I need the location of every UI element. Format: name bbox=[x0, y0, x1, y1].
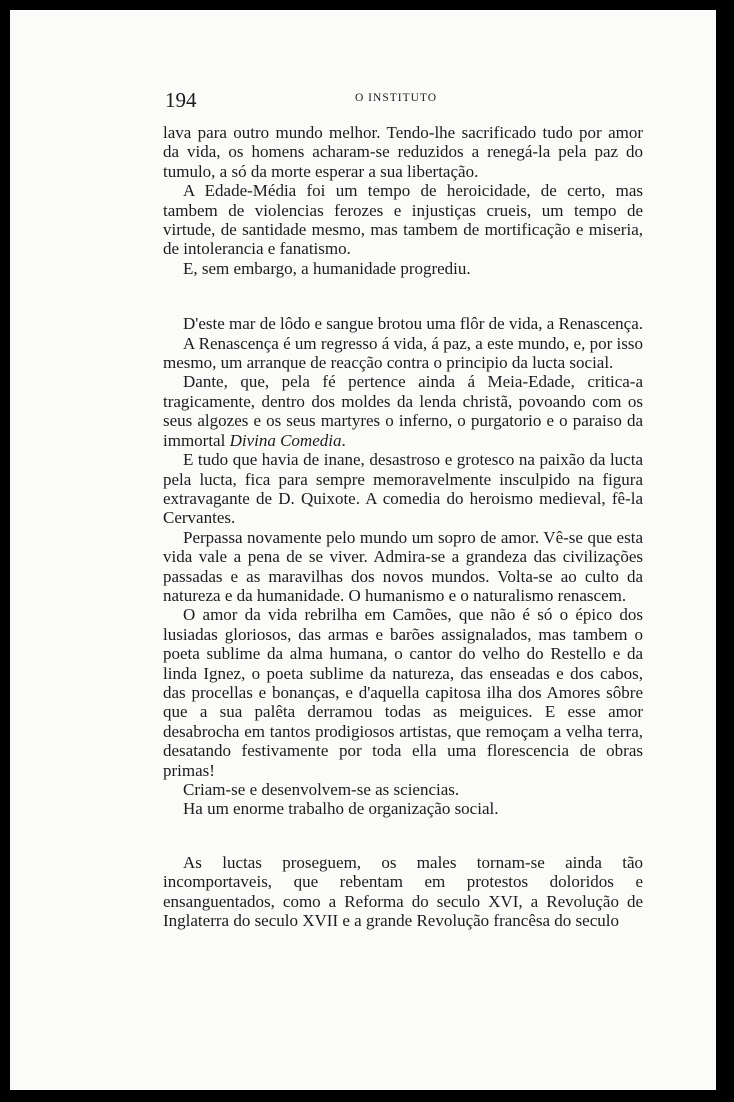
dante-text: Dante, que, pela fé pertence ainda á Meia-Edade, critica-a tragicamente, dentro dos moldes da lenda christã, povoando com os seus algozes e os seus martyres o inferno, o purgatorio e o paraiso da immortal bbox=[163, 372, 643, 450]
paragraph: E, sem embargo, a humanidade progrediu. bbox=[183, 258, 471, 278]
paragraph: O amor da vida rebrilha em Camões, que não é só o épico dos lusiadas gloriosos, das armas e barões assignalados, mas tambem o poeta sublime da alma humana, o cantor do velho do Restello e da linda Ignez, o poeta sublime da natureza, das enseadas e dos cabos, das procellas e bonanças, e d'aquella capitosa ilha dos Amores sôbre que a sua palêta derramou todas as meiguices. E esse amor desabrocha em tantos prodigiosos artistas, que remoçam a velha terra, desatando festivamente por toda ella uma florescencia de obras primas! bbox=[163, 605, 643, 780]
paragraph: As luctas proseguem, os males tornam-se ainda tão incomportaveis, que rebentam em protestos doloridos e ensanguentados, como a Reforma do seculo XVI, a Revolução de Inglaterra do seculo XVII e a grande Revolução francêsa do seculo bbox=[163, 852, 643, 931]
body-text bbox=[163, 123, 643, 930]
paragraph: E tudo que havia de inane, desastroso e grotesco na paixão da lucta pela lucta, fica para sempre memoravelmente insculpido na figura extravagante de D. Quixote. A comedia do heroismo medieval, fê-la Cervantes. bbox=[163, 450, 643, 528]
paragraph: Criam-se e desenvolvem-se as sciencias. bbox=[183, 780, 460, 799]
paragraph: Perpassa novamente pelo mundo um sopro de amor. Vê-se que esta vida vale a pena de se viver. Admira-se a grandeza das civilizações passadas e as maravilhas dos novos mundos. Volta-se ao culto da natureza e da humanidade. O humanismo e o naturalismo renascem. bbox=[163, 527, 643, 605]
paragraph: A Renascença é um regresso á vida, á paz, a este mundo, e, por isso mesmo, um arranque de reacção contra o principio da lucta social. bbox=[163, 333, 643, 373]
dante-end: . bbox=[341, 430, 346, 450]
running-header: O INSTITUTO bbox=[355, 92, 438, 104]
paragraph: Ha um enorme trabalho de organização social. bbox=[183, 799, 499, 819]
section-break bbox=[163, 819, 643, 853]
section-break bbox=[163, 278, 643, 314]
paragraph-dante bbox=[163, 372, 643, 450]
dante-work-title: Divina Comedia bbox=[229, 430, 342, 450]
paragraph: D'este mar de lôdo e sangue brotou uma flôr de vida, a Renascença. bbox=[183, 314, 644, 334]
page-number: 194 bbox=[165, 88, 197, 112]
book-page bbox=[10, 10, 716, 1090]
paragraph: lava para outro mundo melhor. Tendo-lhe sacrificado tudo por amor da vida, os homens acharam-se reduzidos a renegá-la pela paz do tumulo, a só da morte esperar a sua libertação. bbox=[163, 123, 643, 181]
paragraph: A Edade-Média foi um tempo de heroicidade, de certo, mas tambem de violencias ferozes e injustiças crueis, um tempo de virtude, de santidade mesmo, mas tambem de mortificação e miseria, de intolerancia e fanatismo. bbox=[163, 181, 643, 259]
